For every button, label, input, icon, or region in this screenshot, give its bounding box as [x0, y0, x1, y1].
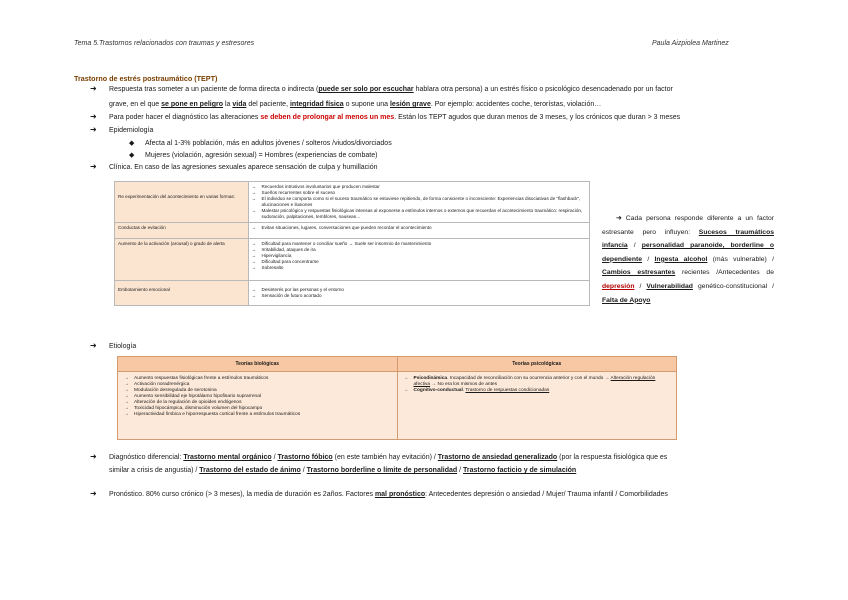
- side-text: /: [634, 282, 647, 290]
- dur-text-1: Para poder hacer el diagnóstico las alteraciones: [109, 114, 261, 121]
- psi-underline: Alteración regulación afectiva: [413, 376, 656, 387]
- def-underline-5: lesión grave: [389, 101, 431, 108]
- label-embotamiento: Embotamiento emocional: [118, 287, 170, 292]
- def-text-5: del paciente,: [246, 101, 290, 108]
- side-text: genético-constitucional /: [692, 282, 774, 290]
- list-item: [404, 388, 671, 394]
- def-text-2: hablara otra persona) a un estrés físico o psicológico desencadenado por un factor: [413, 86, 673, 93]
- prono-underline: mal pronóstico: [374, 491, 426, 498]
- list-item: → Hiperactividad límbica e hiporrespuesta cortical frente a estímulos traumáticos: [124, 412, 391, 418]
- dx-text: /: [300, 467, 307, 474]
- list-item: → Sueños recurrentes sobre el suceso: [252, 190, 586, 196]
- list-item: → Alteración de la regulación de opioides endógenos: [124, 400, 391, 406]
- dx-underline: Trastorno de ansiedad generalizado: [437, 454, 558, 461]
- dx-text: similar a crisis de angustia) /: [109, 467, 200, 474]
- list-item: → Modulación desregulada de serotonina: [124, 388, 391, 394]
- list-item: → Sensación de futuro acortado: [252, 293, 586, 299]
- row-label: [115, 281, 249, 306]
- table-row: [115, 281, 590, 306]
- dx-underline: Trastorno facticio y de simulación: [463, 467, 577, 474]
- row-label: [115, 182, 249, 223]
- list-item: → Aumento sensibilidad eje hipotálamo hipofisario suprarrenal: [124, 394, 391, 400]
- label-evitacion: Conductas de evitación: [118, 225, 166, 230]
- table-header-row: [118, 357, 677, 372]
- psi-text: → No era los mismos de antes: [430, 382, 497, 387]
- psi-underline: Trastorno de respuestas condicionadas: [465, 388, 550, 393]
- clinica-text: Clínica. En caso de las agresiones sexuales aparece sensación de culpa y humillación: [109, 164, 378, 171]
- psi-term: Psicodinámica: [413, 376, 448, 381]
- list-item: → Sobresalto: [252, 265, 586, 271]
- row-content: [248, 239, 589, 281]
- list-item: → Dificultad para concentrarse: [252, 259, 586, 265]
- side-text: (más vulnerable) /: [707, 255, 774, 263]
- arrow-icon: ➜: [90, 341, 97, 350]
- dur-text-2: . Están los TEPT agudos que duran menos de 3 meses, y los crónicos que duran > 3 meses: [394, 114, 681, 121]
- psychological-list: [397, 372, 677, 440]
- label-reexp: Re experimentación del acontecimiento en varias formas:: [118, 194, 235, 199]
- dx-underline: Trastorno mental orgánico: [183, 454, 272, 461]
- side-text: /: [627, 242, 642, 250]
- arrow-icon: ➜: [90, 112, 97, 121]
- header-left: Tema 5.Trastornos relacionados con traumas y estresores: [74, 40, 255, 47]
- list-item: → Evitan situaciones, lugares, conversaciones que pueden recordar el acontecimiento: [252, 225, 586, 231]
- biological-list: [118, 372, 398, 440]
- table-row: [118, 372, 677, 440]
- epi-item: Afecta al 1-3% población, más en adultos jóvenes / solteros /viudos/divorciados: [145, 140, 392, 147]
- side-underline: Sucesos traumáticos infancia: [602, 228, 774, 250]
- dur-highlight: se deben de prolongar al menos un mes: [260, 114, 395, 121]
- dx-underline: Trastorno fóbico: [277, 454, 333, 461]
- row-content: [248, 281, 589, 306]
- side-underline: Ingesta alcohol: [654, 255, 708, 263]
- side-text: /: [642, 255, 655, 263]
- list-item: → Hipervigilancia: [252, 253, 586, 259]
- diamond-icon: ◆: [129, 152, 135, 159]
- def-text-7: . Por ejemplo: accidentes coche, terorístas, violación…: [430, 101, 602, 108]
- list-item: → El individuo se comporta como si el suceso traumático se estuviese repitiendo, de forma consciente o inconsciente: Experiencias disociativas de "flashback", alucinaciones e ilusiones: [252, 196, 586, 208]
- side-underline: Falta de Apoyo: [602, 296, 651, 304]
- arrow-icon: ➜: [90, 84, 97, 93]
- dx-text: (por la respuesta fisiológica que es: [557, 454, 668, 461]
- dx-underline: Trastorno borderline o límite de personalidad: [306, 467, 458, 474]
- def-text-4: la: [223, 101, 233, 108]
- arrow-icon: ➜: [90, 125, 97, 134]
- row-content: [248, 182, 589, 223]
- def-underline-1: puede ser solo por escuchar: [318, 86, 414, 93]
- side-underline: Cambios estresantes: [602, 269, 676, 277]
- header-right: Paula Aizpiolea Martinez: [652, 40, 729, 47]
- epi-title: Epidemiología: [109, 127, 154, 134]
- label-arousal: Aumento de la activación (arousal) o grado de alerta: [118, 241, 225, 246]
- etio-title: Etiología: [109, 343, 137, 350]
- row-content: [248, 223, 589, 239]
- table-row: [115, 223, 590, 239]
- row-label: [115, 223, 249, 239]
- etiology-table: [117, 356, 677, 440]
- def-underline-3: vida: [232, 101, 247, 108]
- side-text: Cada persona responde diferente a un factor estresante pero influyen:: [602, 215, 775, 236]
- col-psychological: Teorías psicológicas: [397, 357, 677, 372]
- arrow-icon: ➜: [90, 452, 97, 461]
- arrow-icon: ➜: [90, 162, 97, 171]
- def-text-6: o supone una: [343, 101, 390, 108]
- list-item: → Recuerdos intrusivos involuntarios que producen malestar: [252, 184, 586, 190]
- prono-text: Pronóstico. 80% curso crónico (> 3 meses), la media de duración es 2años. Factores: [109, 491, 375, 498]
- dx-text: (en este también hay evitación) /: [332, 454, 438, 461]
- col-biological: Teorías biológicas: [118, 357, 398, 372]
- side-underline: Vulnerabilidad: [646, 282, 693, 290]
- prono-text: : Antecedentes depresión o ansiedad / Mujer/ Trauma infantil / Comorbilidades: [425, 491, 668, 498]
- clinical-table: [114, 181, 590, 306]
- row-label: [115, 239, 249, 281]
- side-underline: personalidad paranoide, borderline o dependiente: [602, 242, 774, 263]
- dx-text: /: [457, 467, 464, 474]
- vulnerability-note: [602, 212, 774, 307]
- side-underline: depresión: [602, 282, 635, 290]
- section-title: Trastorno de estrés postraumático (TEPT): [74, 74, 218, 83]
- list-item: → Malestar psicológico y respuestas fisiológicas intensas al exponerse a estímulos internos o externos que recuerdan el acontecimiento traumático: respiración, sudoración, palpitaciones, temblores, nauseas…: [252, 208, 586, 220]
- dx-underline: Trastorno del estado de ánimo: [199, 467, 301, 474]
- dx-text: /: [271, 454, 278, 461]
- def-text-3: grave, en el que: [109, 101, 162, 108]
- side-text: recientes /Antecedentes de: [675, 269, 774, 277]
- list-item: → Toxicidad hipocámpica, disminución volumen del hipocampo: [124, 406, 391, 412]
- list-item: → Desinterés por las personas y el entorno: [252, 287, 586, 293]
- table-row: [115, 239, 590, 281]
- list-item: → Aumento respuestas fisiológicas frente a estímulos traumáticos: [124, 376, 391, 382]
- diamond-icon: ◆: [129, 140, 135, 147]
- def-underline-2: se pone en peligro: [161, 101, 224, 108]
- def-underline-4: integridad física: [289, 101, 344, 108]
- list-item: → Irritabilidad, ataques de ira: [252, 247, 586, 253]
- psi-text: .: [462, 388, 466, 393]
- list-item: [404, 376, 671, 388]
- list-item: → Dificultad para mantener o conciliar sueño → Suele ser insomnio de mantenimiento: [252, 241, 586, 247]
- arrow-icon: ➜: [90, 489, 97, 498]
- arrow-icon: ➜: [616, 215, 622, 222]
- dx-text: Diagnóstico diferencial:: [109, 454, 184, 461]
- psi-text: . Incapacidad de reconciliación con su ocurrencia anterior y con el mundo →: [447, 376, 611, 381]
- table-row: [115, 182, 590, 223]
- list-item: → Activación noradrenérgica: [124, 382, 391, 388]
- psi-term: Cognitivo-conductual: [413, 388, 463, 393]
- epi-item: Mujeres (violación, agresión sexual) = Hombres (experiencias de combate): [145, 152, 378, 159]
- def-text-1: Respuesta tras someter a un paciente de forma directa o indirecta (: [109, 86, 319, 93]
